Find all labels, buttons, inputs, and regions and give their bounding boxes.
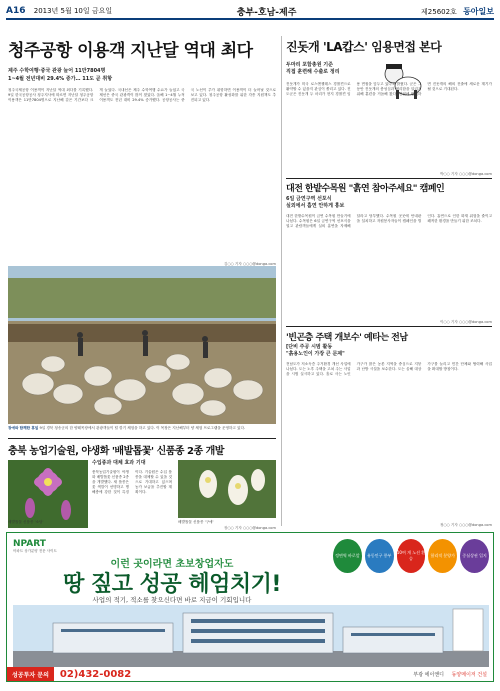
ad-inquiry-label: 성공투자 문의 (7, 667, 54, 681)
section-title: 충부-호남-제주 (236, 7, 297, 18)
flower-b-caption: 배발톱꽃 신품종 '구애' (178, 520, 214, 524)
sheep-farm-illustration (8, 266, 276, 424)
story3-body: 대전 한밭수목원이 금연 수목원 만들기에 나섰다. 수목원은 6일 금연구역 선포식을 열고 관람객들에게 실외 흡연을 자제해 달라고 당부했다. 수목원 곳곳에 안내판을 설치하고 자원봉사자들이 캠페인을 벌인다. 흡연으로 인한 화재 위험을 줄이고 쾌적한 환경을 만들기 위한 조치다. (286, 214, 492, 228)
story5-subhead-1: [단비 주공 시범 활동 (286, 344, 333, 350)
ad-footer (7, 667, 493, 681)
story1-headline: 청주공항 이용객 지난달 역대 최다 (8, 41, 253, 61)
page-number: A16 (6, 6, 26, 16)
story2-body: 진돗개가 미국 로스앤젤레스 경찰견으로 활약할 수 있을지 관심이 쏠리고 있다. 진도군은 진돗개 두 마리가 현지 경찰견 임용 면접을 앞두고 있다고 밝혔다. 군은 그동안 진돗개의 충성심과 영리함을 알리기 위해 훈련을 거듭해 왔다. 면접에 합격하면 진돗개의 해외 진출에 새로운 계기가 될 것으로 기대된다. (286, 82, 492, 96)
story5-byline: 정○○ 기자 ○○○@donga.com (439, 523, 492, 527)
story3-headline: 대전 한밭수목원 "흙연 참아주세요" 캠페인 (286, 184, 445, 194)
ad-developers (413, 671, 493, 678)
story4-byline: 장○○ 기자 ○○○@donga.com (223, 526, 276, 530)
story1-caption-label: 장애와 함께한 휴일 (8, 426, 39, 430)
ad-phone[interactable]: 02)432-0082 (59, 668, 132, 680)
story5-subhead-2: "흙용노인이 가장 큰 문제" (286, 351, 345, 357)
flower-photo-b (178, 460, 276, 518)
ad-subtitle: 사업의 적기, 적소를 찾으신다면 바로 지금이 기회입니다 (92, 596, 252, 604)
divider (286, 178, 492, 179)
page-header (6, 4, 494, 20)
edition-number: 제25602호 (421, 7, 457, 16)
story2-subhead-1: 두마리 포함총원 기준 (286, 62, 333, 68)
story5-headline: '빈곤층 주택 개보수' 예타는 전남 (286, 333, 408, 343)
ad-developer-2: 동양메이저 건설 (451, 671, 487, 678)
story4-headline: 충북 농업기술원, 야생화 '배발톱꽃' 신품종 2종 개발 (8, 446, 224, 457)
flower-a-caption: 매발톱꽃 신품종 '소담' (8, 520, 44, 524)
divider (8, 438, 276, 439)
story2-headline: 진돗개 'LA캅스' 임용면접 본다 (286, 40, 442, 54)
story1-byline: 김○○ 기자 ○○○@donga.com (223, 262, 276, 266)
sheep-farm-photo (8, 266, 276, 424)
ad-developer-1: 부광 에이앤디 (413, 671, 444, 678)
flower-photo-a (8, 460, 88, 528)
story1-caption-text: 9일 경북 청송군의 한 양떼목장에서 관광객들이 털 깎기 체험을 하고 있다. 이 목장은 지난해부터 양 체험 프로그램을 운영하고 있다. (39, 426, 246, 430)
story4-body: 충북농업기술원이 야생화 배발톱꽃 신품종 2종을 개발했다. 새 품종은 꽃 색깔이 선명하고 병해충에 강한 것이 특징이다. 기술원은 수입 품종을 대체할 수 있을 것으로 기대하고 있으며 농가 보급을 추진할 계획이다. (92, 470, 172, 494)
story5-body: 전남도가 저소득층 주거환경 개선 사업에 나섰다. 도는 노후 주택을 고쳐 주는 사업을 시범 실시하고 있다. 홀로 사는 노인 가구가 많은 농촌 지역을 중심으로 지붕과 난방 시설을 보수한다. 도는 올해 대상 가구를 늘리고 민간 단체와 협력해 사업을 확대할 방침이다. (286, 362, 492, 376)
purple-flower-illustration (8, 460, 88, 528)
ad-bubble: 중심상권 입지 (460, 539, 489, 573)
story2-subhead-2: 직접 훈련해 수출로 정리 (286, 69, 340, 75)
divider (286, 326, 492, 327)
story1-body: 청주국제공항 이용객이 지난달 역대 최다를 기록했다. 9일 한국공항공사 청주지사에 따르면 지난달 청주공항 이용객은 11만7804명으로 지난해 같은 기간보다 크게 늘었다. 국내선은 제주 수학여행 수요가 늘었고 국제선은 중국 관광객이 많이 찾았다. 올해 1~4월 누적 이용객도 전년 대비 29.4% 증가했다. 공항공사는 중국 노선이 추가 취항하면 이용객이 더 늘어날 것으로 보고 있다. 청주공항 활성화를 위한 각종 지원책도 추진되고 있다. (8, 88, 276, 102)
column-divider (281, 36, 282, 526)
story1-subhead-1: 제주 수학여행·중국 관광 늘어 11만7804명 (8, 68, 106, 74)
story4-subhead: 수입종과 대체 효과 기대 (92, 460, 146, 466)
ad-brand-name: NPART (13, 539, 46, 549)
ad-title: 땅 짚고 성공 헤엄치기! (63, 572, 281, 597)
story1-caption (8, 426, 276, 431)
ad-bubble: 유동인구 풍부 (365, 539, 394, 573)
ad-kicker: 이런 곳이라면 초보창업자도 (110, 559, 234, 570)
advertisement[interactable] (6, 532, 494, 682)
issue-date: 2013년 5월 10일 금요일 (33, 7, 113, 15)
ad-feature-bubbles (333, 539, 489, 573)
ad-bubble: 합리적 분양가 (428, 539, 457, 573)
story3-subhead-2: 실외에서 흡연 안하게 홍보 (286, 203, 345, 209)
newspaper-logo: 동아일보 (463, 6, 494, 16)
ad-brand (13, 539, 57, 554)
ad-bubble: 10여 개 노선 환승 (397, 539, 426, 573)
story3-byline: 이○○ 기자 ○○○@donga.com (439, 320, 492, 324)
story2-byline: 박○○ 기자 ○○○@donga.com (439, 172, 492, 176)
ad-bubble: 정면역 바로앞 (333, 539, 362, 573)
building-illustration (13, 605, 489, 667)
white-flower-illustration (178, 460, 276, 518)
building-rendering (13, 605, 489, 667)
ad-brand-tagline: 아파트 상가분양 전문 사이트 (13, 549, 57, 553)
story3-subhead-1: 6일 금연구역 선포식 (286, 196, 332, 202)
story1-subhead-2: 1~4월 전년대비 29.4% 증가… 11도 곧 취항 (8, 76, 113, 82)
